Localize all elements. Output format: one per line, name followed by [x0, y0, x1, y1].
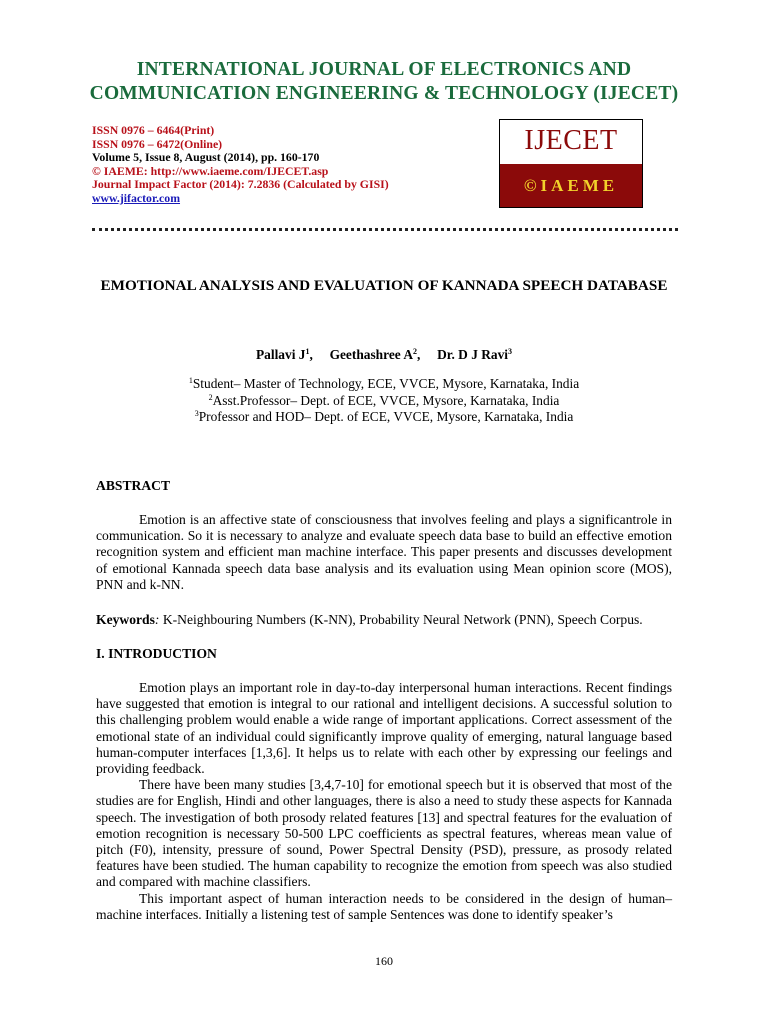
- author-1: Pallavi J: [255, 347, 306, 362]
- abstract-paragraph: Emotion is an affective state of consciousness that involves feeling and plays a significantrole in communication. So it is necessary to analyze and evaluate speech data base to build an effective emotion recognition system and efficient man machine interface. This paper presents and discusses development of emotional Kannada speech data base analysis and its evaluation using Mean opinion score (MOS), PNN and k-NN.: [96, 512, 672, 592]
- page-number: 160: [375, 954, 393, 968]
- affiliation-3: [0, 409, 768, 426]
- journal-url: © IAEME: http://www.iaeme.com/IJECET.asp: [92, 163, 329, 178]
- jifactor-link[interactable]: www.jifactor.com: [92, 190, 181, 205]
- introduction-heading: I. INTRODUCTION: [96, 646, 217, 661]
- abstract-body: [96, 512, 672, 593]
- issn-block: [92, 124, 472, 205]
- issn-print: ISSN 0976 – 6464(Print): [92, 123, 215, 137]
- ijecet-logo: [499, 119, 643, 208]
- journal-title-line2: COMMUNICATION ENGINEERING & TECHNOLOGY (IJECET): [89, 83, 679, 104]
- author-3: Dr. D J Ravi: [437, 347, 509, 362]
- affiliation-3-text: Professor and HOD– Dept. of ECE, VVCE, Mysore, Karnataka, India: [198, 409, 574, 424]
- affiliation-1-text: Student– Master of Technology, ECE, VVCE, Mysore, Karnataka, India: [192, 376, 580, 391]
- author-2: Geethashree A: [329, 347, 413, 362]
- impact-factor: Journal Impact Factor (2014): 7.2836 (Calculated by GISI): [92, 177, 389, 191]
- author-2-sup: 2: [413, 347, 417, 356]
- author-separator: ,: [309, 347, 330, 362]
- keywords: [96, 612, 672, 628]
- logo-publisher: ©IAEME: [500, 164, 642, 207]
- logo-title: IJECET: [524, 125, 618, 156]
- intro-paragraph-1: Emotion plays an important role in day-to-day interpersonal human interactions. Recent findings have suggested that emotion is integral to our rational and intelligent decisions. A successful solution to this challenging problem would enable a wide range of important applications. Correct assessment of the emotional state of an individual could significantly improve quality of emerging, natural language based human-computer interfaces [1,3,6]. It helps us to relate with each other by expressing our feelings and providing feedback.: [96, 680, 672, 777]
- introduction-body: [96, 680, 672, 923]
- author-line: [0, 347, 768, 363]
- issn-online: ISSN 0976 – 6472(Online): [92, 136, 223, 151]
- volume-info: Volume 5, Issue 8, August (2014), pp. 160-170: [92, 150, 320, 164]
- journal-title: [0, 58, 768, 106]
- author-separator: ,: [417, 347, 438, 362]
- journal-title-line1: INTERNATIONAL JOURNAL OF ELECTRONICS AND: [136, 59, 632, 80]
- keywords-label: Keywords: [96, 612, 155, 627]
- affiliation-3-sup: 3: [194, 409, 199, 418]
- abstract-heading: ABSTRACT: [96, 478, 171, 493]
- intro-paragraph-3: This important aspect of human interaction needs to be considered in the design of human–machine interfaces. Initially a listening test of sample Sentences was done to identify speaker’s: [96, 890, 672, 922]
- keywords-text: K-Neighbouring Numbers (K-NN), Probability Neural Network (PNN), Speech Corpus.: [159, 612, 643, 627]
- affiliation-2-sup: 2: [208, 392, 213, 402]
- author-3-sup: 3: [508, 347, 513, 356]
- author-1-sup: 1: [305, 347, 310, 356]
- affiliations: [0, 376, 768, 426]
- paper-title: EMOTIONAL ANALYSIS AND EVALUATION OF KANNADA SPEECH DATABASE: [100, 277, 668, 294]
- affiliation-2-text: Asst.Professor– Dept. of ECE, VVCE, Mysore, Karnataka, India: [212, 392, 560, 408]
- keywords-colon: :: [154, 612, 160, 627]
- affiliation-1-sup: 1: [188, 376, 193, 385]
- header-divider: [92, 228, 678, 231]
- affiliation-2: [0, 393, 768, 410]
- intro-paragraph-2: There have been many studies [3,4,7-10] for emotional speech but it is observed that most of the studies are for English, Hindi and other languages, there is also a need to study these aspects for Kannada speech. The investigation of both prosody related features [13] and spectral features for the evaluation of emotion recognition is necessary 50-500 LPC coefficients as spectral features, whereas mean value of pitch (F0), intensity, pressure of sound, Power Spectral Density (PSD), pressure, as prosody related features have been studied. The human capability to recognize the emotion from speech was also studied and compared with machine classifiers.: [96, 777, 672, 890]
- affiliation-1: [0, 376, 768, 393]
